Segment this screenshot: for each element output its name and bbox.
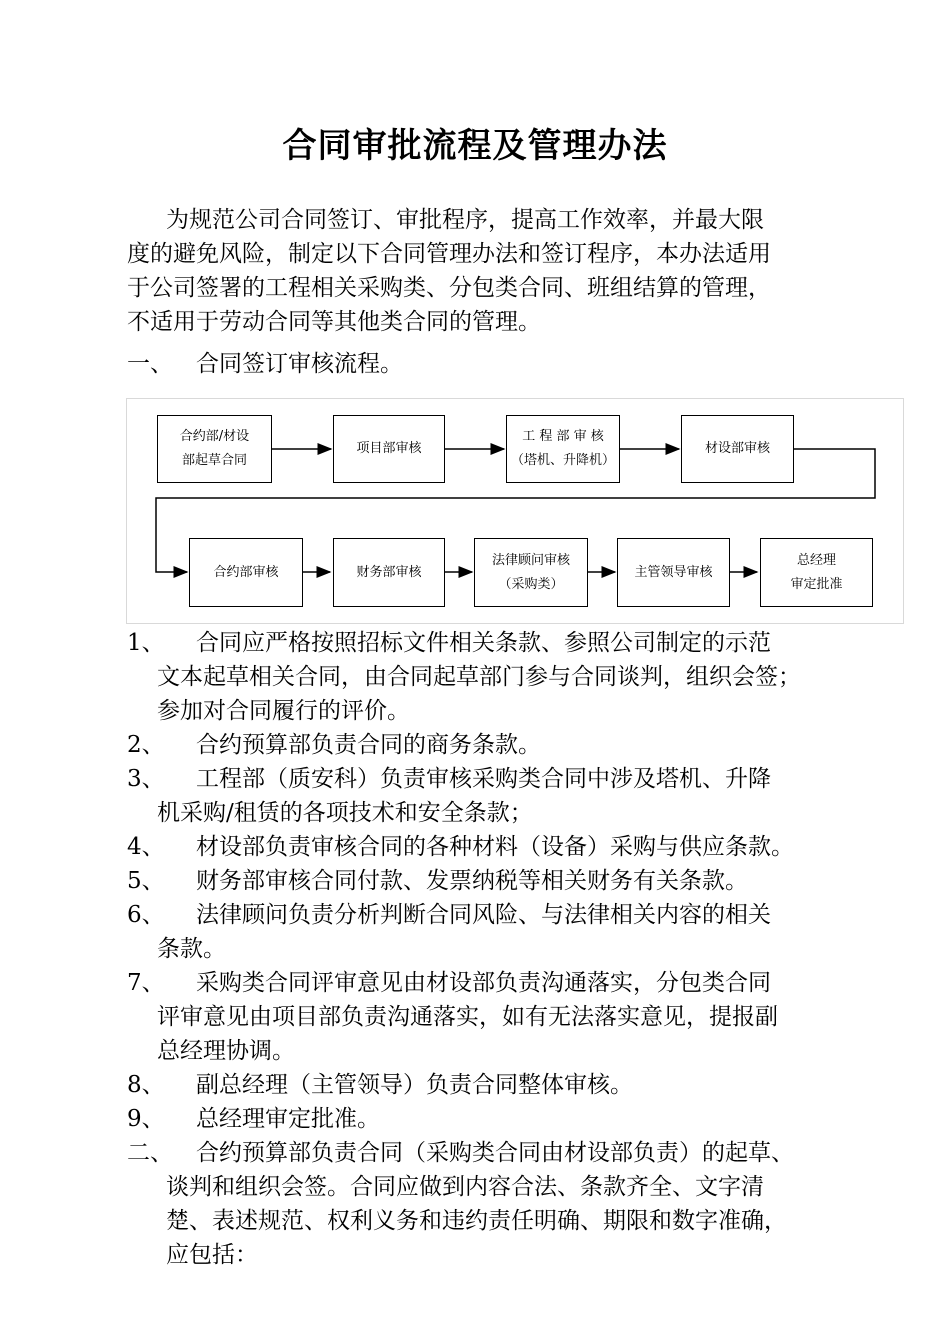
flow-step-label: 总经理 [796, 552, 836, 568]
flow-step-label: 主管领导审核 [634, 564, 713, 580]
flow-step-general-manager [760, 538, 873, 607]
flow-step-label: （采购类） [498, 576, 564, 592]
flow-step-label: 审定批准 [790, 576, 843, 592]
flow-step-engineering-dept [506, 415, 620, 483]
item-text: 财务部审核合同付款、发票纳税等相关财务有关条款。 [196, 868, 748, 894]
intro-line: 为规范公司合同签订、审批程序，提高工作效率，并最大限 [166, 207, 764, 233]
page-title: 合同审批流程及管理办法 [282, 126, 668, 166]
flow-step-label: 合约部审核 [213, 564, 279, 580]
item-text: 合同应严格按照招标文件相关条款、参照公司制定的示范 [196, 630, 771, 656]
item-marker: 7、 [127, 970, 165, 996]
flow-step-label: 合约部/材设 [179, 429, 250, 444]
flow-step-label: 工 程 部 审 核 [522, 429, 604, 444]
intro-line: 不适用于劳动合同等其他类合同的管理。 [127, 309, 541, 335]
flow-step-contract-dept [189, 538, 303, 607]
item-text: 合约预算部负责合同的商务条款。 [196, 732, 541, 758]
item-marker: 6、 [127, 902, 165, 928]
flow-step-label: 法律顾问审核 [491, 552, 570, 568]
flow-step-legal-counsel [474, 538, 588, 607]
flow-step-materials-dept [681, 415, 794, 483]
item-marker: 2、 [127, 732, 165, 758]
section-text: 楚、表述规范、权利义务和违约责任明确、期限和数字准确， [166, 1208, 787, 1234]
item-text: 工程部（质安科）负责审核采购类合同中涉及塔机、升降 [196, 766, 771, 792]
section-text: 应包括： [166, 1242, 258, 1268]
item-text: 法律顾问负责分析判断合同风险、与法律相关内容的相关 [196, 902, 771, 928]
flow-step-finance-dept [333, 538, 445, 607]
item-text: 总经理审定批准。 [196, 1106, 380, 1132]
flow-step-label: 部起草合同 [181, 453, 247, 468]
intro-line: 度的避免风险，制定以下合同管理办法和签订程序，本办法适用 [127, 241, 771, 267]
flow-step-supervisor [617, 538, 730, 607]
item-text: 总经理协调。 [157, 1038, 295, 1064]
item-text: 条款。 [157, 936, 226, 962]
flow-step-label: 项目部审核 [356, 441, 422, 456]
flow-step-draft [157, 415, 272, 483]
item-text: 副总经理（主管领导）负责合同整体审核。 [196, 1072, 633, 1098]
item-text: 文本起草相关合同，由合同起草部门参与合同谈判，组织会签； [157, 664, 801, 690]
item-marker: 1、 [127, 630, 165, 656]
section-text: 谈判和组织会签。合同应做到内容合法、条款齐全、文字清 [166, 1174, 764, 1200]
item-marker: 3、 [127, 766, 165, 792]
item-text: 评审意见由项目部负责沟通落实，如有无法落实意见，提报副 [157, 1004, 778, 1030]
item-marker: 8、 [127, 1072, 165, 1098]
section-heading: 合同签订审核流程。 [196, 351, 403, 377]
item-text: 采购类合同评审意见由材设部负责沟通落实，分包类合同 [196, 970, 771, 996]
flow-step-label: 材设部审核 [704, 441, 770, 456]
section-marker: 二、 [127, 1140, 173, 1166]
flow-step-project-dept [333, 415, 445, 483]
intro-line: 于公司签署的工程相关采购类、分包类合同、班组结算的管理， [127, 275, 771, 301]
flow-step-label: 财务部审核 [356, 564, 422, 580]
item-text: 参加对合同履行的评价。 [157, 698, 410, 724]
item-text: 材设部负责审核合同的各种材料（设备）采购与供应条款。 [196, 834, 794, 860]
item-text: 机采购/租赁的各项技术和安全条款； [157, 800, 533, 826]
item-marker: 5、 [127, 868, 165, 894]
flow-step-label: （塔机、升降机） [510, 453, 615, 468]
section-marker: 一、 [127, 351, 173, 377]
item-marker: 9、 [127, 1106, 165, 1132]
item-marker: 4、 [127, 834, 165, 860]
section-text: 合约预算部负责合同（采购类合同由材设部负责）的起草、 [196, 1140, 794, 1166]
